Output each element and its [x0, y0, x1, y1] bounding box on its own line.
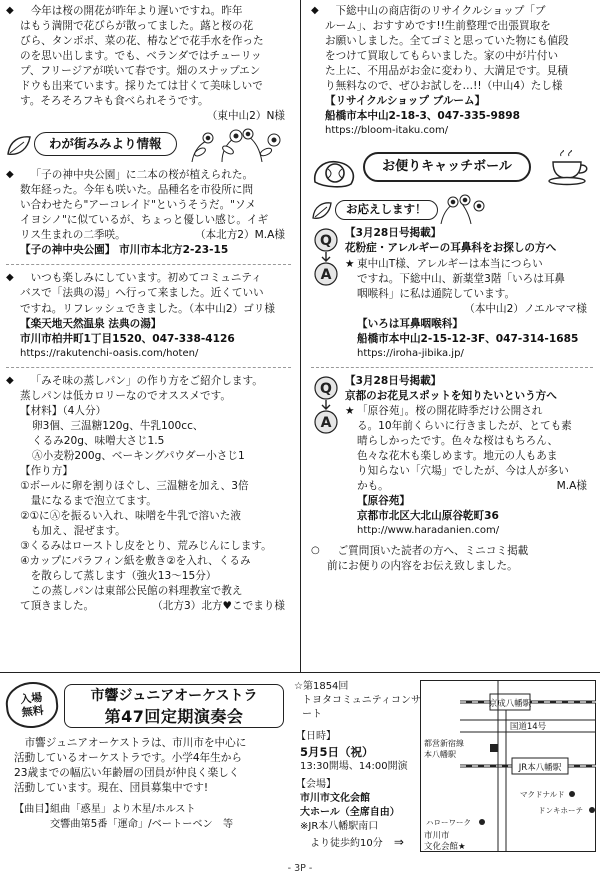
concert-title-box	[64, 684, 284, 728]
star-icon: ★	[345, 404, 355, 417]
step-line: を散らして蒸します（強火13〜15分）	[20, 570, 217, 583]
text-line: す。そろそろフキも食べられそうです。	[20, 95, 209, 108]
text-line: リス生まれの二季咲。	[20, 229, 126, 242]
ingredients-label: 【材料】（4人分）	[20, 404, 107, 417]
ingredient-line: 卵3個、三温糖120g、牛乳100cc、	[32, 419, 204, 432]
map-label-venue: 市川市	[424, 831, 450, 841]
section-heading	[6, 128, 291, 162]
place-name: 【楽天地天然温泉 法典の湯】	[20, 317, 162, 330]
place-address: 船橋市本中山2-18-3、047-335-9898	[325, 110, 520, 123]
text-line: ルーム」、おすすめです!!生前整理で出張買取を	[325, 20, 551, 33]
place-url-link[interactable]: http://www.haradanien.com/	[357, 525, 500, 537]
separator	[6, 264, 291, 265]
text-line: る。10年前くらいに行きましたが、とても素	[357, 419, 572, 432]
left-column	[6, 4, 291, 614]
signature: （本中山2）ノエルママ様	[464, 302, 587, 315]
text-line: て頂きました。	[20, 600, 95, 613]
place-url-link[interactable]: https://iroha-jibika.jp/	[357, 347, 464, 359]
map-label-donki: ドンキホーテ	[538, 806, 583, 815]
map-label-venue2: 文化会館★	[424, 842, 466, 852]
text-line: はもう満開で花びらが散ってました。蕗と桜の花	[20, 20, 254, 33]
map-label-keisei: 京成八幡駅	[488, 699, 532, 709]
teacup-icon	[547, 150, 591, 186]
stamp-text: 入場	[19, 690, 43, 707]
time-value: 13:30開場、14:00開演	[300, 761, 408, 773]
step-line: ③くるみはローストし皮をとり、荒みじんにします。	[20, 540, 272, 553]
text-line: ですね。下総中山、新薬堂3階「いろは耳鼻	[357, 272, 566, 285]
text-line: い合わせたら"アーコレイド"というそうだ。"ソメ	[20, 199, 257, 212]
step-line: 量になるまで泡立てます。	[20, 495, 157, 508]
right-column	[311, 4, 593, 574]
stamp-text: 無料	[21, 703, 45, 720]
place-info: 【子の神中央公園】 市川市本北方2-23-15	[20, 244, 229, 257]
text-line: り無料なので、ぜひお試しを…!!（中山4）たし様	[325, 80, 563, 93]
section-divider	[0, 672, 600, 673]
diamond-bullet-icon: ◆	[6, 5, 14, 16]
program-line: 交響曲第5番「運命」/ベートーベン 等	[50, 819, 234, 831]
free-admission-stamp	[4, 679, 61, 730]
text-line: 色々な花木も楽しめます。地元の人もあま	[357, 450, 558, 463]
venue-line: 市川市文化会館	[300, 793, 370, 805]
text-line: 咽喉科」に私は通院しています。	[357, 287, 516, 300]
separator	[311, 367, 593, 368]
text-line: 蒸しパンは低カロリーなのでオススメです。	[20, 389, 231, 402]
qa-item-kyoto	[311, 374, 593, 539]
text-line: た上に、不用品がお金に変わり、大満足です。見積	[325, 65, 568, 78]
steps-label: 【作り方】	[20, 464, 73, 477]
place-url-link[interactable]: https://bloom-itaku.com/	[325, 125, 449, 137]
series-number: ☆第1854回	[294, 681, 349, 692]
qa-question: 京都のお花見スポットを知りたいという方へ	[345, 389, 557, 402]
date-value: 5月5日（祝）	[300, 745, 374, 759]
hand-ball-icon	[311, 156, 359, 190]
signature: M.A様	[556, 480, 587, 493]
map-label-hellowork: ハローワーク	[426, 818, 471, 827]
ingredient-line: くるみ20g、味噌大さじ1.5	[32, 434, 165, 447]
venue-map	[420, 680, 596, 852]
qa-date: 【3月28日号掲載】	[345, 227, 442, 240]
flowers-icon	[431, 194, 491, 224]
text-line: 「原谷苑」。桜の開花時季だけ公開され	[357, 404, 543, 417]
concert-description	[14, 736, 286, 796]
program-line: 組曲「惑星」より木星/ホルスト	[50, 804, 196, 815]
concert-subtitle: 第47回定期演奏会	[104, 707, 244, 726]
signature: （東中山2）N様	[206, 110, 285, 123]
text-line: 活動しています。現在、団員募集中です!	[14, 782, 209, 795]
place-address: 船橋市本中山2-15-12-3F、047-314-1685	[357, 332, 579, 345]
intro-letter	[6, 4, 291, 124]
diamond-bullet-icon: ◆	[6, 374, 14, 386]
map-label-route: 国道14号	[509, 722, 547, 732]
text-line: ドウも出来ています。採りたては甘くて美味しいで	[20, 80, 263, 93]
text-line: いつも楽しみにしています。初めてコミュニティ	[30, 272, 262, 285]
text-line: 「子の神中央公園」に二本の桜が植えられた。	[30, 169, 254, 182]
venue-label: 【会場】	[296, 779, 336, 791]
place-name: 【リサイクルショップ ブルーム】	[325, 95, 486, 108]
diamond-bullet-icon: ◆	[6, 272, 14, 284]
concert-details	[288, 676, 428, 851]
svg-text:A: A	[320, 414, 332, 431]
concert-program	[14, 802, 286, 833]
venue-line: ※JR本八幡駅南口	[300, 821, 379, 833]
step-line: ④カップにパラフィン紙を敷き②を入れ、くるみ	[20, 555, 251, 568]
place-url-link[interactable]: https://rakutenchi-oasis.com/hoten/	[20, 347, 199, 359]
svg-text:Q: Q	[320, 380, 332, 397]
qa-icon	[311, 376, 341, 436]
flowers-icon	[182, 128, 290, 162]
text-line: ですね。リフレッシュできました。（本中山2）ゴリ様	[20, 302, 275, 315]
text-line: 下総中山の商店街のリサイクルショップ「ブ	[335, 5, 546, 17]
date-block	[288, 730, 428, 774]
separator	[6, 367, 291, 368]
venue-line: より徒歩約10分	[310, 838, 383, 850]
concert-title: 市響ジュニアオーケストラ	[90, 688, 258, 704]
step-line: ①ボールに卵を割りほぐし、三温糖を加え、3倍	[20, 480, 249, 492]
text-line: 数年経った。今年も咲いた。品種名を市役所に問	[20, 184, 254, 197]
qa-answer	[345, 257, 593, 361]
qa-answer	[345, 404, 593, 538]
series-name: トヨタコミュニティコンサート	[302, 695, 421, 720]
step-line: ②①にⒶを振るい入れ、味噌を牛乳で溶いた液	[20, 510, 241, 523]
text-line: 晴らしかったです。色々な桜はもちろん、	[357, 435, 559, 447]
catchball-heading	[311, 144, 593, 192]
catchball-title: お便りキャッチボール	[363, 152, 531, 182]
text-line: 市響ジュニアオーケストラは、市川市を中心に	[24, 737, 247, 749]
svg-text:A: A	[320, 267, 332, 284]
place-name: 【いろは耳鼻咽喉科】	[357, 317, 463, 330]
text-line: 活動しているオーケストラです。小学4年生から	[14, 752, 242, 765]
signature: （本北方2）M.A様	[194, 229, 285, 242]
diamond-bullet-icon: ◆	[311, 5, 319, 16]
text-line: 「みそ味の蒸しパン」の作り方をご紹介します。	[30, 374, 263, 387]
diamond-bullet-icon: ◆	[6, 169, 14, 181]
place-address: 市川市柏井町1丁目1520、047-338-4126	[20, 332, 235, 345]
leaf-icon	[6, 134, 32, 158]
circle-bullet-icon: ○	[311, 545, 320, 557]
place-address: 京都市北区大北山原谷乾町36	[357, 510, 499, 523]
info-item-recipe	[6, 374, 291, 615]
map-label-subway-station: 本八幡駅	[424, 750, 456, 759]
text-line: プ、フリージアが咲いて春です。畑のスナップエン	[20, 65, 261, 78]
date-label: 【日時】	[296, 731, 336, 742]
text-line: かも。	[357, 480, 389, 493]
star-icon: ★	[345, 257, 355, 270]
text-line: ご質問頂いた読者の方へ、ミニコミ掲載	[337, 545, 529, 558]
qa-icon	[311, 228, 341, 288]
text-line: をつけて買取してもらいました。家の中が片付い	[325, 50, 559, 63]
concert-section	[0, 676, 600, 858]
ingredient-line: Ⓐ小麦粉200g、ベーキングパウダー小さじ1	[32, 449, 245, 462]
text-line: り知らない「穴場」でしたが、今は人が多い	[357, 465, 569, 478]
section-heading-title: わが街みみより情報	[34, 132, 177, 156]
map-label-mcd: マクドナルド	[520, 790, 565, 799]
info-item-park	[6, 168, 291, 258]
text-line: お願いしました。全てゴミと思っていた物にも値段	[325, 35, 569, 48]
signature: （北方3）北方♥こでまり様	[152, 600, 285, 613]
svg-text:Q: Q	[320, 233, 332, 250]
text-line: イヨシノ"に似ているが、ちょっと優しい感じ。イギ	[20, 214, 269, 227]
column-divider	[300, 0, 301, 672]
text-line: 23歳までの幅広い年齢層の団員が仲良く楽しく	[14, 767, 240, 780]
map-label-subway: 都営新宿線	[424, 739, 464, 748]
leaf-icon	[311, 200, 333, 222]
answer-heading-title: お応えします！	[335, 200, 438, 220]
text-line: びら、タンポポ、菜の花、椿などで花手水を作った	[20, 35, 264, 48]
info-item-onsen	[6, 271, 291, 360]
qa-date: 【3月28日号掲載】	[345, 374, 442, 387]
qa-item-allergy	[311, 226, 593, 360]
venue-block	[288, 778, 428, 851]
arrow-icon: ⇒	[393, 835, 404, 850]
closing-note	[311, 544, 593, 574]
text-line: のを思い出します。でも、ベランダではチューリッ	[20, 50, 262, 63]
map-label-jr: JR本八幡駅	[518, 763, 562, 773]
text-line: 今年は桜の開花が昨年より遅いですね。昨年	[30, 5, 243, 17]
place-name: 【原谷苑】	[357, 495, 410, 508]
text-line: 前にお便りの内容をお伝え致しました。	[327, 560, 518, 573]
page-number: - 3P -	[287, 863, 313, 874]
step-line: も加え、混ぜます。	[20, 525, 126, 538]
text-line: バスで「法典の湯」へ行って来ました。近くていい	[20, 287, 264, 300]
program-label: 【曲目】	[14, 804, 55, 815]
text-line: この蒸しパンは東部公民館の料理教室で教え	[30, 585, 243, 598]
venue-line: 大ホール（全席自由）	[300, 807, 400, 819]
qa-question: 花粉症・アレルギーの耳鼻科をお探しの方へ	[345, 242, 557, 255]
text-line: 東中山T様、アレルギーは本当につらい	[357, 257, 543, 270]
answer-heading	[311, 194, 593, 224]
shop-letter	[311, 4, 593, 138]
